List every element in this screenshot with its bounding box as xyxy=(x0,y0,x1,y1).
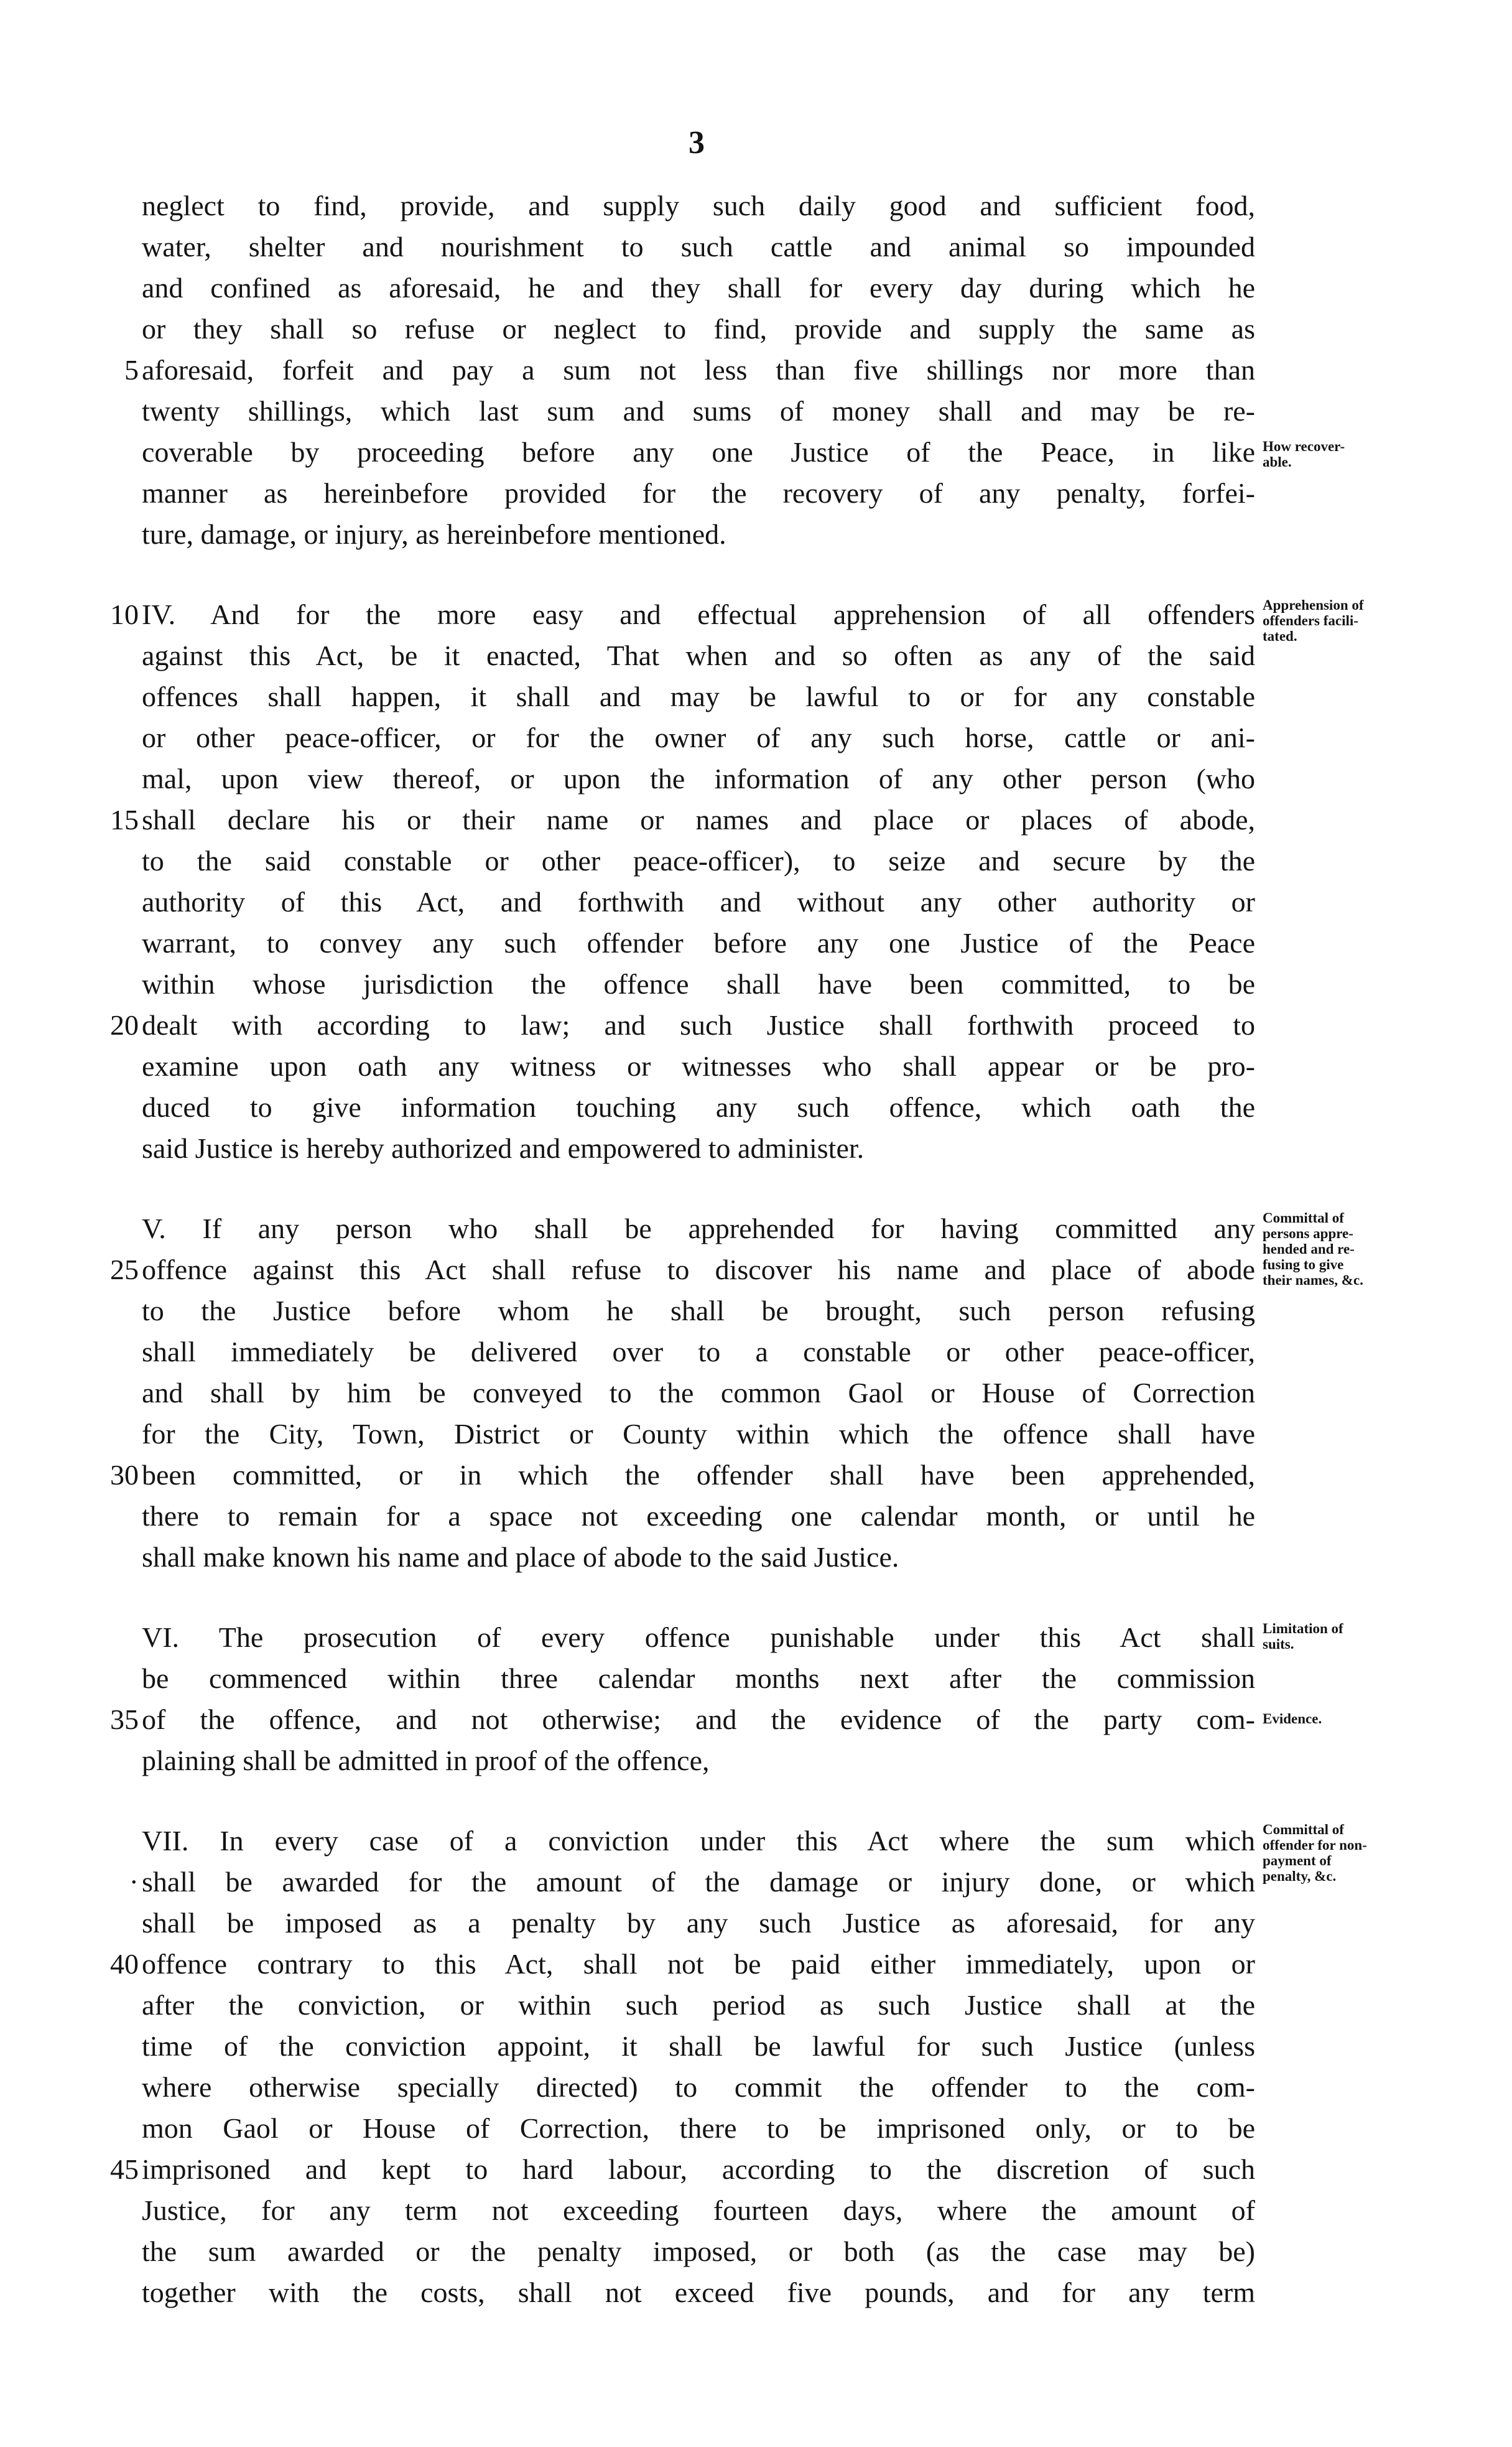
text-line: after the conviction, or within such period as such Justice shall at the xyxy=(142,1989,1255,2021)
text-line: of the offence, and not otherwise; and the evidence of the party com- xyxy=(142,1704,1255,1735)
text-line: warrant, to convey any such offender before any one Justice of the Peace xyxy=(142,927,1255,959)
margin-note-line: hended and re- xyxy=(1263,1241,1355,1257)
margin-note-line: suits. xyxy=(1263,1636,1294,1652)
line-number: 25 xyxy=(110,1254,139,1285)
margin-note-line: able. xyxy=(1263,454,1292,470)
text-line: water, shelter and nourishment to such cattle and animal so impounded xyxy=(142,231,1255,263)
text-line: shall immediately be delivered over to a constable or other peace-officer, xyxy=(142,1336,1255,1368)
text-line: coverable by proceeding before any one Justice of the Peace, in like xyxy=(142,436,1255,468)
margin-note-committal xyxy=(1263,1210,1412,1288)
text-line: plaining shall be admitted in proof of the offence, xyxy=(142,1745,710,1776)
line-number: 35 xyxy=(110,1704,139,1735)
page-number: 3 xyxy=(689,125,705,161)
text-line: said Justice is hereby authorized and empowered to administer. xyxy=(142,1132,865,1164)
text-line: neglect to find, provide, and supply such daily good and sufficient food, xyxy=(142,190,1255,221)
text-line: shall be awarded for the amount of the damage or injury done, or which xyxy=(142,1866,1255,1898)
text-line: authority of this Act, and forthwith and without any other authority or xyxy=(142,886,1255,918)
text-line: mon Gaol or House of Correction, there to be imprisoned only, or to be xyxy=(142,2112,1255,2144)
text-line: or they shall so refuse or neglect to find, provide and supply the same as xyxy=(142,313,1255,345)
text-line: against this Act, be it enacted, That when and so often as any of the said xyxy=(142,640,1255,671)
text-line: the sum awarded or the penalty imposed, or both (as the case may be) xyxy=(142,2235,1255,2267)
text-line: Justice, for any term not exceeding fourteen days, where the amount of xyxy=(142,2194,1255,2226)
margin-note-line: persons appre- xyxy=(1263,1226,1353,1241)
text-line: VI. The prosecution of every offence punishable under this Act shall xyxy=(142,1621,1255,1653)
text-line: IV. And for the more easy and effectual apprehension of all offenders xyxy=(142,599,1255,630)
margin-note-line: Evidence. xyxy=(1263,1711,1322,1727)
margin-note-evidence xyxy=(1263,1711,1412,1727)
line-number: 5 xyxy=(124,354,139,386)
text-line: mal, upon view thereof, or upon the information of any other person (who xyxy=(142,763,1255,795)
text-line: together with the costs, shall not exceed five pounds, and for any term xyxy=(142,2277,1255,2308)
margin-note-apprehension xyxy=(1263,597,1412,644)
text-line: for the City, Town, District or County within which the offence shall have xyxy=(142,1418,1255,1450)
margin-note-line: How recover- xyxy=(1263,439,1345,454)
text-line: or other peace-officer, or for the owner of any such horse, cattle or ani- xyxy=(142,722,1255,753)
margin-note-recoverable xyxy=(1263,439,1412,470)
margin-note-line: tated. xyxy=(1263,628,1297,644)
line-number: 45 xyxy=(110,2153,139,2185)
text-line: twenty shillings, which last sum and sums of money shall and may be re- xyxy=(142,395,1255,427)
margin-note-line: fusing to give xyxy=(1263,1257,1344,1272)
text-line: and confined as aforesaid, he and they shall for every day during which he xyxy=(142,272,1255,304)
text-line: be commenced within three calendar months next after the commission xyxy=(142,1662,1255,1694)
text-line: to the Justice before whom he shall be brought, such person refusing xyxy=(142,1295,1255,1326)
text-line: shall make known his name and place of abode to the said Justice. xyxy=(142,1541,899,1573)
text-line: examine upon oath any witness or witnesses who shall appear or be pro- xyxy=(142,1050,1255,1082)
text-line: dealt with according to law; and such Justice shall forthwith proceed to xyxy=(142,1009,1255,1041)
margin-note-line: Committal of xyxy=(1263,1210,1344,1226)
margin-note-line: penalty, &c. xyxy=(1263,1868,1337,1884)
text-line: aforesaid, forfeit and pay a sum not less than five shillings nor more than xyxy=(142,354,1255,386)
text-line: offences shall happen, it shall and may be lawful to or for any constable xyxy=(142,681,1255,712)
text-line: time of the conviction appoint, it shall be lawful for such Justice (unless xyxy=(142,2030,1255,2062)
text-line: shall declare his or their name or names and place or places of abode, xyxy=(142,804,1255,836)
text-line: offence against this Act shall refuse to discover his name and place of abode xyxy=(142,1254,1255,1285)
text-line: been committed, or in which the offender shall have been apprehended, xyxy=(142,1459,1255,1491)
margin-note-nonpayment xyxy=(1263,1822,1412,1884)
text-line: offence contrary to this Act, shall not be paid either immediately, upon or xyxy=(142,1948,1255,1980)
text-line: where otherwise specially directed) to commit the offender to the com- xyxy=(142,2071,1255,2103)
line-number: 15 xyxy=(110,804,139,836)
text-line: imprisoned and kept to hard labour, according to the discretion of such xyxy=(142,2153,1255,2185)
line-number: 30 xyxy=(110,1459,139,1491)
margin-note-line: their names, &c. xyxy=(1263,1272,1363,1288)
margin-note-line: offender for non- xyxy=(1263,1837,1367,1853)
margin-note-line: Apprehension of xyxy=(1263,597,1364,613)
text-line: V. If any person who shall be apprehended for having committed any xyxy=(142,1213,1255,1244)
text-line: duced to give information touching any such offence, which oath the xyxy=(142,1091,1255,1123)
margin-note-line: payment of xyxy=(1263,1853,1332,1868)
line-number: 20 xyxy=(110,1009,139,1041)
text-line: and shall by him be conveyed to the common Gaol or House of Correction xyxy=(142,1377,1255,1409)
text-line: VII. In every case of a conviction under this Act where the sum which xyxy=(142,1825,1255,1857)
text-line: to the said constable or other peace-officer), to seize and secure by the xyxy=(142,845,1255,877)
line-number: 40 xyxy=(110,1948,139,1980)
text-line: shall be imposed as a penalty by any such Justice as aforesaid, for any xyxy=(142,1907,1255,1939)
text-line: manner as hereinbefore provided for the recovery of any penalty, forfei- xyxy=(142,477,1255,509)
text-line: within whose jurisdiction the offence shall have been committed, to be xyxy=(142,968,1255,1000)
bullet-mark: · xyxy=(129,1866,139,1898)
margin-note-line: Limitation of xyxy=(1263,1621,1343,1636)
margin-note-line: offenders facili- xyxy=(1263,613,1358,628)
text-line: ture, damage, or injury, as hereinbefore mentioned. xyxy=(142,518,726,550)
margin-note-line: Committal of xyxy=(1263,1822,1344,1837)
text-line: there to remain for a space not exceeding one calendar month, or until he xyxy=(142,1500,1255,1532)
margin-note-limitation xyxy=(1263,1621,1412,1652)
line-number: 10 xyxy=(110,599,139,630)
